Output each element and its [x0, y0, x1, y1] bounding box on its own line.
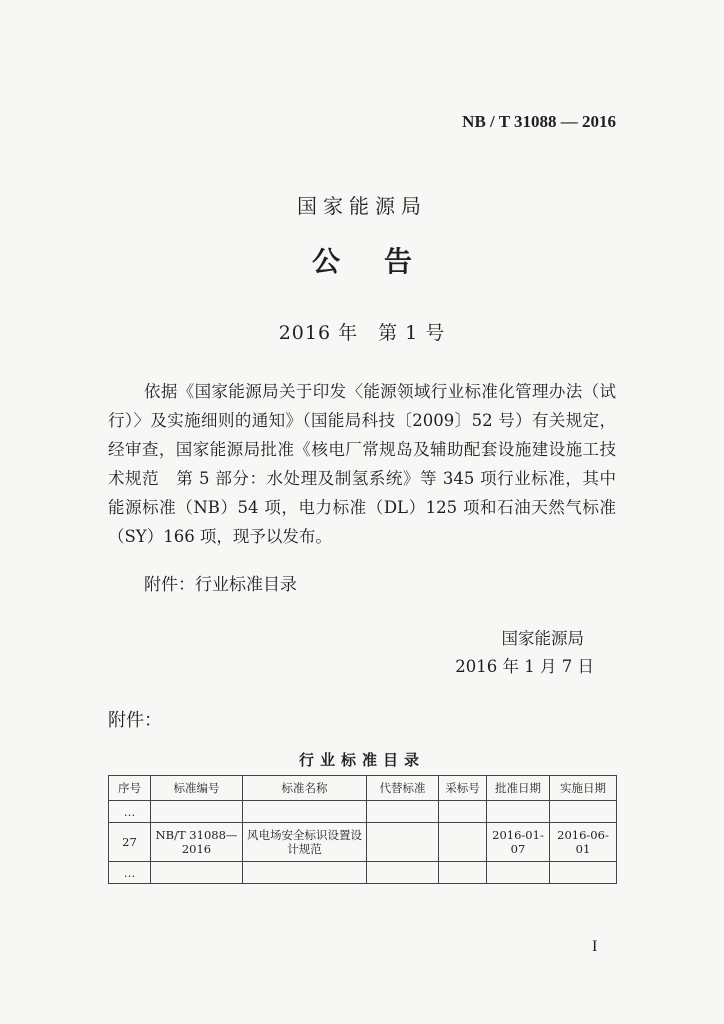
table-cell [487, 801, 550, 823]
table-row [109, 862, 617, 884]
issue-number: 2016 年 第 1 号 [278, 322, 446, 344]
table-cell [550, 862, 617, 884]
column-header: 序号 [109, 776, 151, 801]
table-cell [243, 801, 367, 823]
table-row [109, 823, 617, 862]
table-cell [151, 801, 243, 823]
table-cell [367, 801, 439, 823]
table-cell [550, 801, 617, 823]
column-header: 实施日期 [550, 776, 617, 801]
page-number: I [592, 938, 598, 955]
table-cell [487, 862, 550, 884]
table-row [109, 801, 617, 823]
table-cell: 2016-06-01 [550, 823, 617, 862]
column-header: 批准日期 [487, 776, 550, 801]
column-header: 标准名称 [243, 776, 367, 801]
table-title: 行业标准目录 [298, 751, 425, 769]
table-cell [439, 801, 487, 823]
table-cell: … [109, 862, 151, 884]
column-header: 采标号 [439, 776, 487, 801]
table-cell [151, 862, 243, 884]
notice-title: 公告 [311, 245, 456, 278]
standards-table [108, 775, 617, 884]
column-header: 标准编号 [151, 776, 243, 801]
standard-number: NB / T 31088 — 2016 [462, 112, 616, 131]
signature-organization: 国家能源局 [501, 629, 584, 648]
table-cell: 风电场安全标识设置设计规范 [243, 823, 367, 862]
table-cell: NB/T 31088—2016 [151, 823, 243, 862]
table-cell: … [109, 801, 151, 823]
table-cell [367, 862, 439, 884]
table-cell: 27 [109, 823, 151, 862]
notice-body: 依据《国家能源局关于印发〈能源领域行业标准化管理办法（试行）〉及实施细则的通知》（国能局科技〔2009〕52 号）有关规定，经审查，国家能源局批准《核电厂常规岛及辅助配套设施建设施工技术规范 第 5 部分：水处理及制氢系统》等 345 项行业标准，其中能源标准（NB）54 项，电力标准（DL）125 项和石油天然气标准（SY）166 项，现予以发布。 [108, 382, 616, 546]
table-cell [367, 823, 439, 862]
column-header: 代替标准 [367, 776, 439, 801]
table-cell [243, 862, 367, 884]
signature-date: 2016 年 1 月 7 日 [455, 657, 594, 676]
table-cell: 2016-01-07 [487, 823, 550, 862]
attachment-heading: 附件： [108, 710, 162, 731]
table-cell [439, 862, 487, 884]
table-cell [439, 823, 487, 862]
issuer-name: 国家能源局 [297, 194, 427, 218]
attachment-reference: 附件：行业标准目录 [144, 575, 297, 595]
table-header-row [109, 776, 617, 801]
